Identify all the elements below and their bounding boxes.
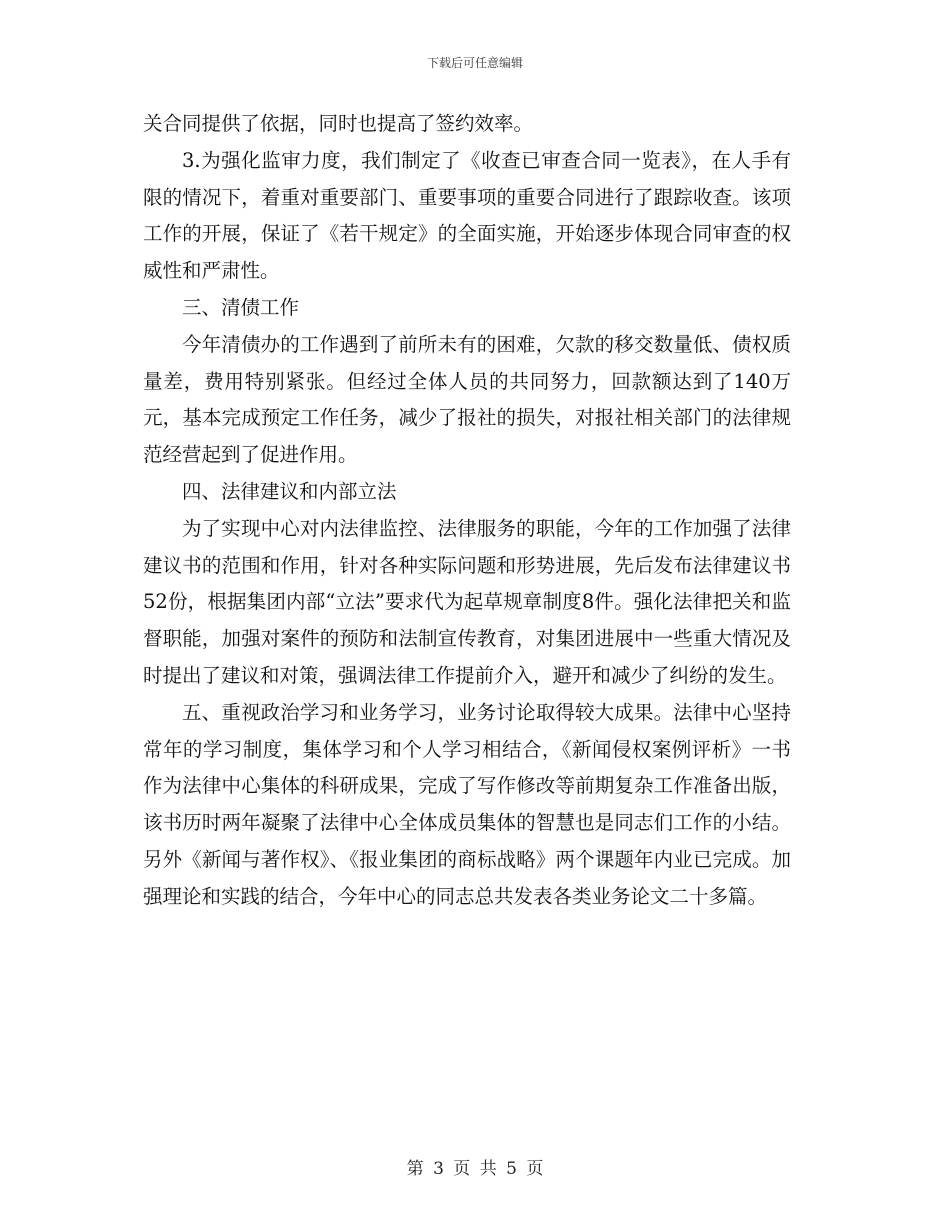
paragraph-7: 五、重视政治学习和业务学习，业务讨论取得较大成果。法律中心坚持常年的学习制度，集体学习和个人学习相结合，《新闻侵权案例评析》一书作为法律中心集体的科研成果，完成了写作修改等前期复杂工作准备出版，该书历时两年凝聚了法律中心全体成员集体的智慧也是同志们工作的小结。另外《新闻与著作权》、《报业集团的商标战略》两个课题年内业已完成。加强理论和实践的结合，今年中心的同志总共发表各类业务论文二十多篇。 [143,700,791,908]
paragraph-6: 为了实现中心对内法律监控、法律服务的职能，今年的工作加强了法律建议书的范围和作用，针对各种实际问题和形势进展，先后发布法律建议书52份，根据集团内部“立法”要求代为起草规章制度8件。强化法律把关和监督职能，加强对案件的预防和法制宣传教育，对集团进展中一些重大情况及时提出了建议和对策，强调法律工作提前介入，避开和减少了纠纷的发生。 [143,516,791,687]
paragraph-1: 关合同提供了依据，同时也提高了签约效率。 [143,112,534,135]
document-body [143,106,791,916]
page-header: 下载后可任意编辑 [426,56,523,70]
page-number: 第 3 页 共 5 页 [406,1159,544,1179]
section-heading-4: 四、法律建议和内部立法 [182,479,397,503]
paragraph-2: 3.为强化监审力度，我们制定了《收查已审查合同一览表》，在人手有限的情况下，着重对重要部门、重要事项的重要合同进行了跟踪收查。该项工作的开展，保证了《若干规定》的全面实施，开始逐步体现合同审查的权威性和严肃性。 [143,148,791,283]
paragraph-4: 今年清债办的工作遇到了前所未有的困难，欠款的移交数量低、债权质量差，费用特别紧张。但经过全体人员的共同努力，回款额达到了140万元，基本完成预定工作任务，减少了报社的损失，对报社相关部门的法律规范经营起到了促进作用。 [143,332,791,467]
section-heading-3: 三、清债工作 [182,295,300,319]
